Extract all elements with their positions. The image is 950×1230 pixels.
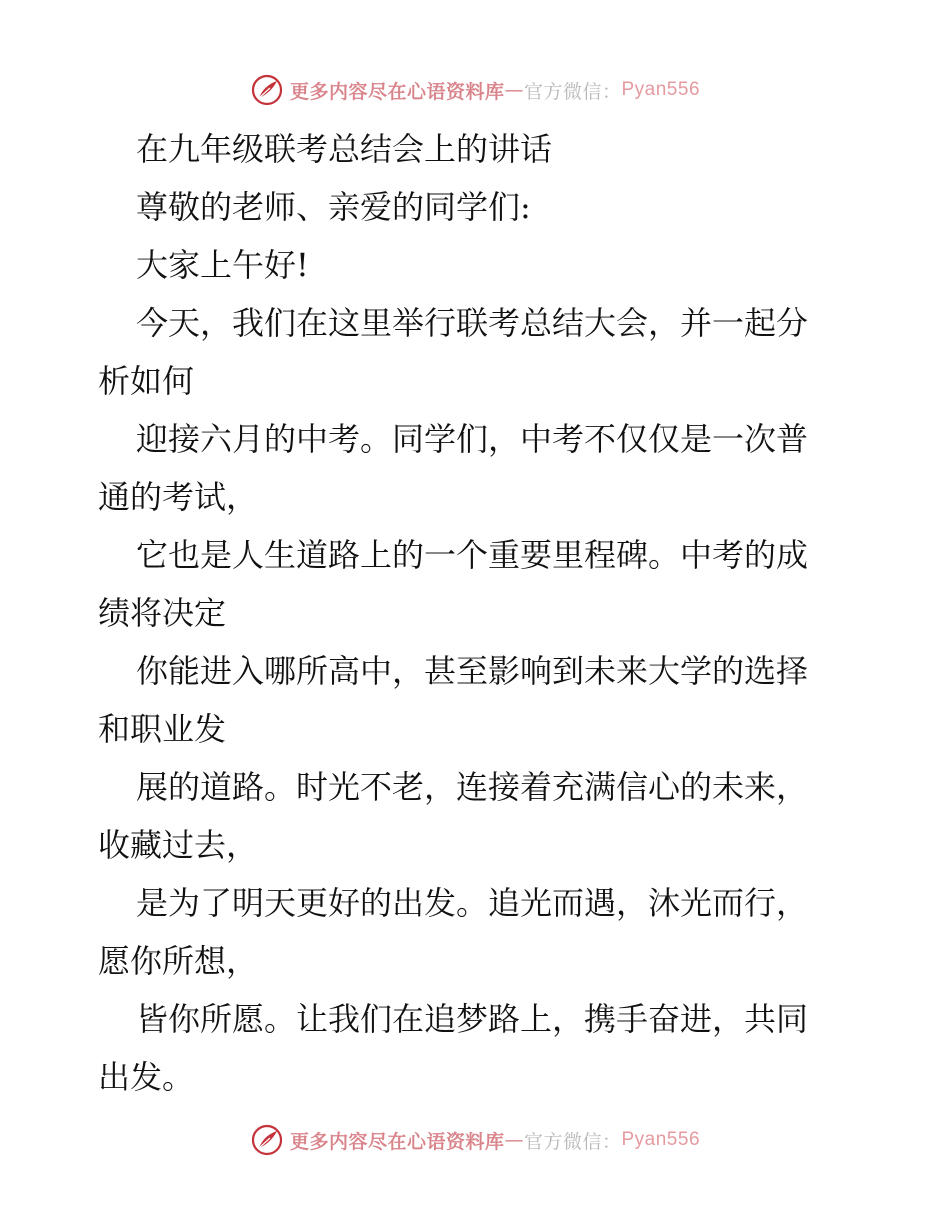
paragraph-line: 展的道路。时光不老，连接着充满信心的未来，	[136, 768, 809, 806]
speech-title: 在九年级联考总结会上的讲话	[136, 130, 553, 168]
paragraph-line: 迎接六月的中考。同学们，中考不仅仅是一次普	[136, 420, 809, 458]
paragraph-line: 出发。	[98, 1058, 195, 1096]
paragraph-line: 今天，我们在这里举行联考总结大会，并一起分	[136, 304, 809, 342]
greeting: 大家上午好!	[136, 246, 309, 284]
promo-text: 更多内容尽在心语资料库	[289, 1130, 505, 1153]
speech-document	[98, 120, 858, 1106]
paragraph-line: 和职业发	[98, 710, 227, 748]
separator: —	[504, 1129, 524, 1151]
paragraph-line: 你能进入哪所高中，甚至影响到未来大学的选择	[136, 652, 809, 690]
paragraph-line: 通的考试，	[98, 478, 259, 516]
paragraph-line: 它也是人生道路上的一个重要里程碑。中考的成	[136, 536, 809, 574]
feather-pen-logo-icon	[250, 1123, 284, 1157]
wechat-label: 官方微信：	[523, 1130, 622, 1153]
paragraph-line: 绩将决定	[98, 594, 227, 632]
paragraph-line: 析如何	[98, 362, 195, 400]
header-watermark	[0, 70, 950, 110]
paragraph-line: 皆你所愿。让我们在追梦路上，携手奋进，共同	[136, 1000, 809, 1038]
wechat-id: Pyan556	[621, 1129, 701, 1150]
wechat-label: 官方微信：	[523, 80, 622, 103]
promo-text: 更多内容尽在心语资料库	[289, 80, 505, 103]
separator: —	[504, 79, 524, 101]
feather-pen-logo-icon	[250, 73, 284, 107]
paragraph-line: 是为了明天更好的出发。追光而遇，沐光而行，	[136, 884, 809, 922]
wechat-id: Pyan556	[621, 79, 701, 100]
paragraph-line: 收藏过去，	[98, 826, 259, 864]
footer-watermark	[0, 1120, 950, 1160]
paragraph-line: 愿你所想，	[98, 942, 259, 980]
salutation: 尊敬的老师、亲爱的同学们:	[136, 188, 531, 226]
